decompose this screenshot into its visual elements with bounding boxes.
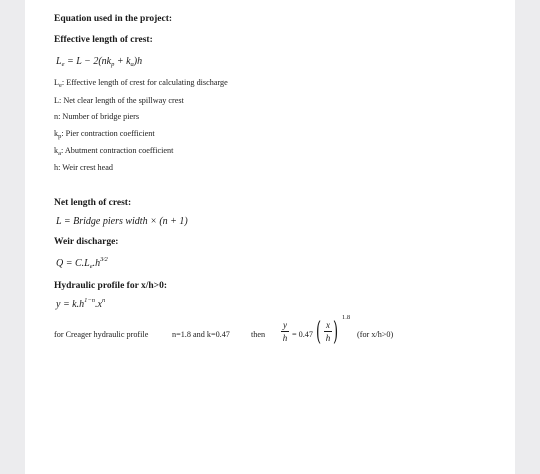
hydraulic-profile-formula: $y = k.h^{1-n}.x^n$ — [56, 297, 106, 310]
document-page — [25, 0, 515, 474]
creager-then: then — [251, 330, 266, 339]
definition-kp: $k_p$: Pier contraction coefficient — [54, 129, 155, 140]
definition-le: $L_e$: Effective length of crest for calculating discharge — [54, 78, 228, 89]
creager-params: n=1.8 and k=0.47 — [172, 330, 230, 339]
effective-length-title: Effective length of crest: — [54, 35, 153, 45]
net-length-formula: L = Bridge piers width × (n + 1) — [56, 216, 188, 227]
creager-coefficient: = 0.47 — [292, 330, 313, 339]
left-paren: ( — [316, 317, 322, 347]
definition-ka: $k_a$: Abutment contraction coefficient — [54, 146, 174, 157]
effective-length-formula: $L_e = L - 2(nk_p + k_a)h$ — [56, 56, 143, 68]
right-paren: ) — [333, 317, 339, 347]
weir-discharge-title: Weir discharge: — [54, 237, 119, 247]
creager-condition: (for x/h>0) — [357, 330, 394, 339]
definition-n: n: Number of bridge piers — [54, 112, 140, 121]
definition-h: h: Weir crest head — [54, 163, 113, 172]
net-length-title: Net length of crest: — [54, 198, 132, 208]
hydraulic-profile-title: Hydraulic profile for x/h>0: — [54, 281, 167, 291]
fraction-x-over-h: x h — [325, 320, 331, 343]
section-heading: Equation used in the project: — [54, 14, 173, 24]
creager-label: for Creager hydraulic profile — [54, 330, 149, 339]
definition-l: L: Net clear length of the spillway crest — [54, 96, 184, 105]
weir-discharge-formula: $Q = C.L_e.h^{3⁄2}$ — [56, 256, 108, 270]
creager-exponent: 1.8 — [342, 314, 351, 321]
fraction-y-over-h: y h — [282, 320, 288, 343]
